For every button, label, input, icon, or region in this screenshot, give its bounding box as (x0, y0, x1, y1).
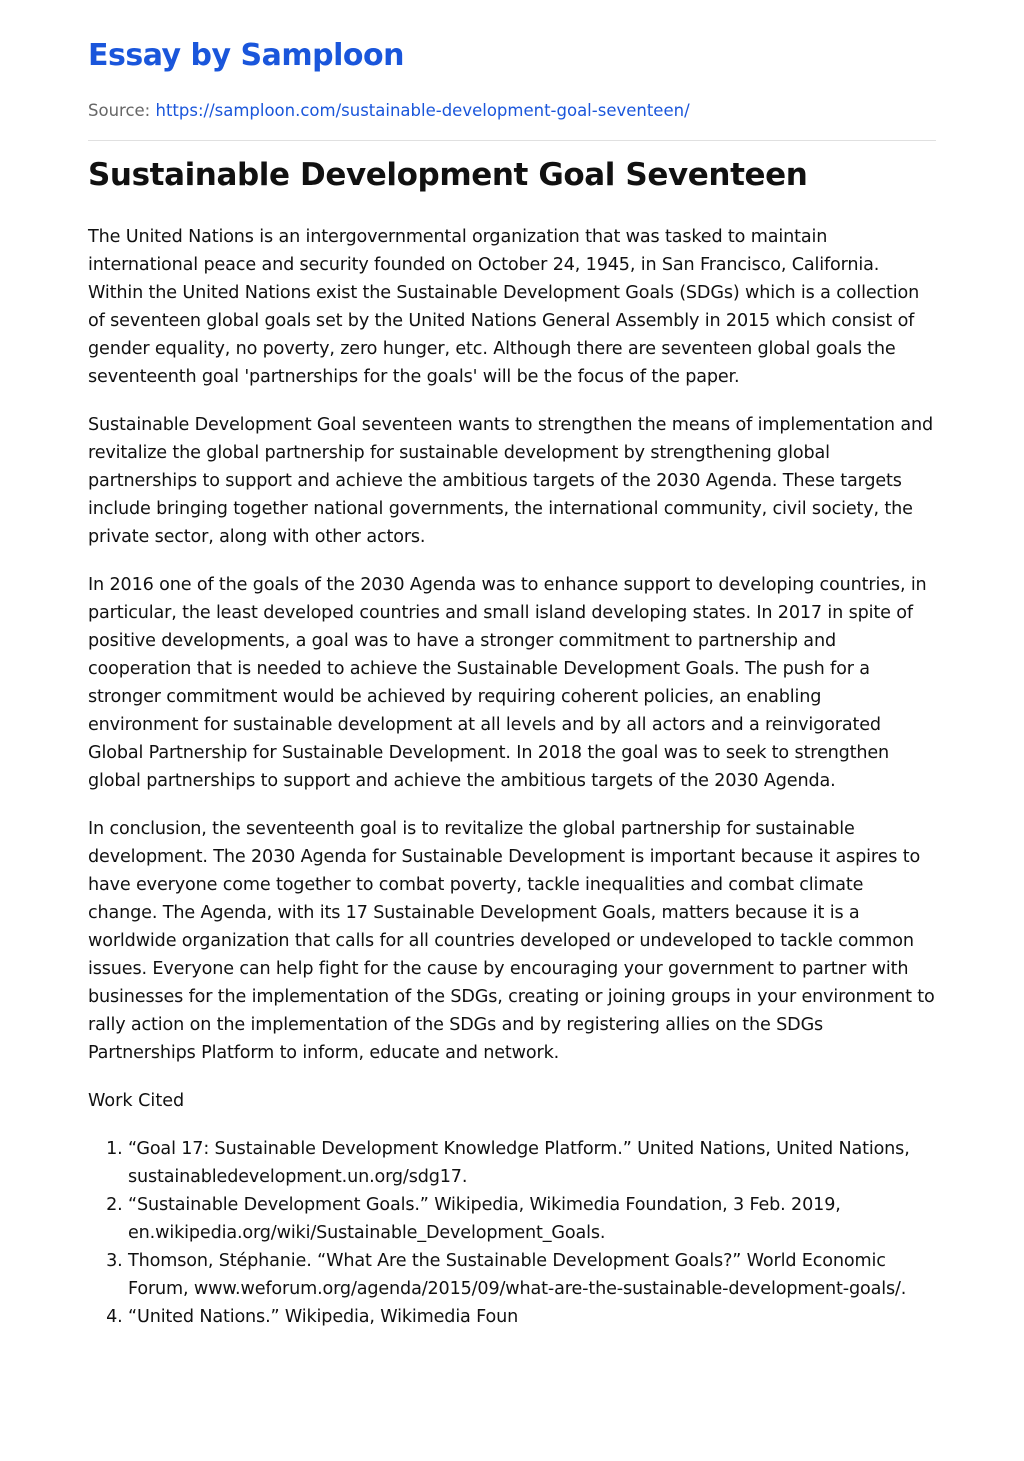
citation-item: 1. “Goal 17: Sustainable Development Knowledge Platform.” United Nations, United Nations, sustainabledevelopment.un.org/sdg17. (128, 1135, 936, 1191)
paragraph: Sustainable Development Goal seventeen wants to strengthen the means of implementation and revitalize the global partnership for sustainable development by strengthening global partnerships to support and achieve the ambitious targets of the 2030 Agenda. These targets include bringing together national governments, the international community, civil society, the private sector, along with other actors. (88, 415, 933, 547)
paragraph: In conclusion, the seventeenth goal is to revitalize the global partnership for sustainable development. The 2030 Agenda for Sustainable Development is important because it aspires to have everyone come together to combat poverty, tackle inequalities and combat climate change. The Agenda, with its 17 Sustainable Development Goals, matters because it is a worldwide organization that calls for all countries developed or undeveloped to tackle common issues. Everyone can help fight for the cause by encouraging your government to partner with businesses for the implementation of the SDGs, creating or joining groups in your environment to rally action on the implementation of the SDGs and by registering allies on the SDGs Partnerships Platform to inform, educate and network. (88, 819, 935, 1063)
works-cited-heading: Work Cited (88, 1091, 185, 1111)
source-link[interactable]: https://samploon.com/sustainable-development-goal-seventeen/ (155, 101, 690, 120)
source-line (88, 99, 936, 123)
document-title: Sustainable Development Goal Seventeen (88, 157, 808, 193)
source-label: Source: (88, 101, 151, 120)
citation-item: 4. “United Nations.” Wikipedia, Wikimedia Foun (128, 1303, 936, 1331)
citation-item: 2. “Sustainable Development Goals.” Wikipedia, Wikimedia Foundation, 3 Feb. 2019, en.wikipedia.org/wiki/Sustainable_Development_Goals. (128, 1191, 936, 1247)
citation-item: 3. Thomson, Stéphanie. “What Are the Sustainable Development Goals?” World Economic Forum, www.weforum.org/agenda/2015/09/what-are-the-sustainable-development-goals/. (128, 1247, 936, 1303)
paragraph: The United Nations is an intergovernmental organization that was tasked to maintain international peace and security founded on October 24, 1945, in San Francisco, California. Within the United Nations exist the Sustainable Development Goals (SDGs) which is a collection of seventeen global goals set by the United Nations General Assembly in 2015 which consist of gender equality, no poverty, zero hunger, etc. Although there are seventeen global goals the seventeenth goal 'partnerships for the goals' will be the focus of the paper. (88, 227, 920, 387)
citations-list (88, 1135, 936, 1331)
header-divider (88, 140, 936, 141)
brand-title: Essay by Samploon (88, 38, 404, 73)
paragraph: In 2016 one of the goals of the 2030 Agenda was to enhance support to developing countries, in particular, the least developed countries and small island developing states. In 2017 in spite of positive developments, a goal was to have a stronger commitment to partnership and cooperation that is needed to achieve the Sustainable Development Goals. The push for a stronger commitment would be achieved by requiring coherent policies, an enabling environment for sustainable development at all levels and by all actors and a reinvigorated Global Partnership for Sustainable Development. In 2018 the goal was to seek to strengthen global partnerships to support and achieve the ambitious targets of the 2030 Agenda. (88, 575, 927, 791)
